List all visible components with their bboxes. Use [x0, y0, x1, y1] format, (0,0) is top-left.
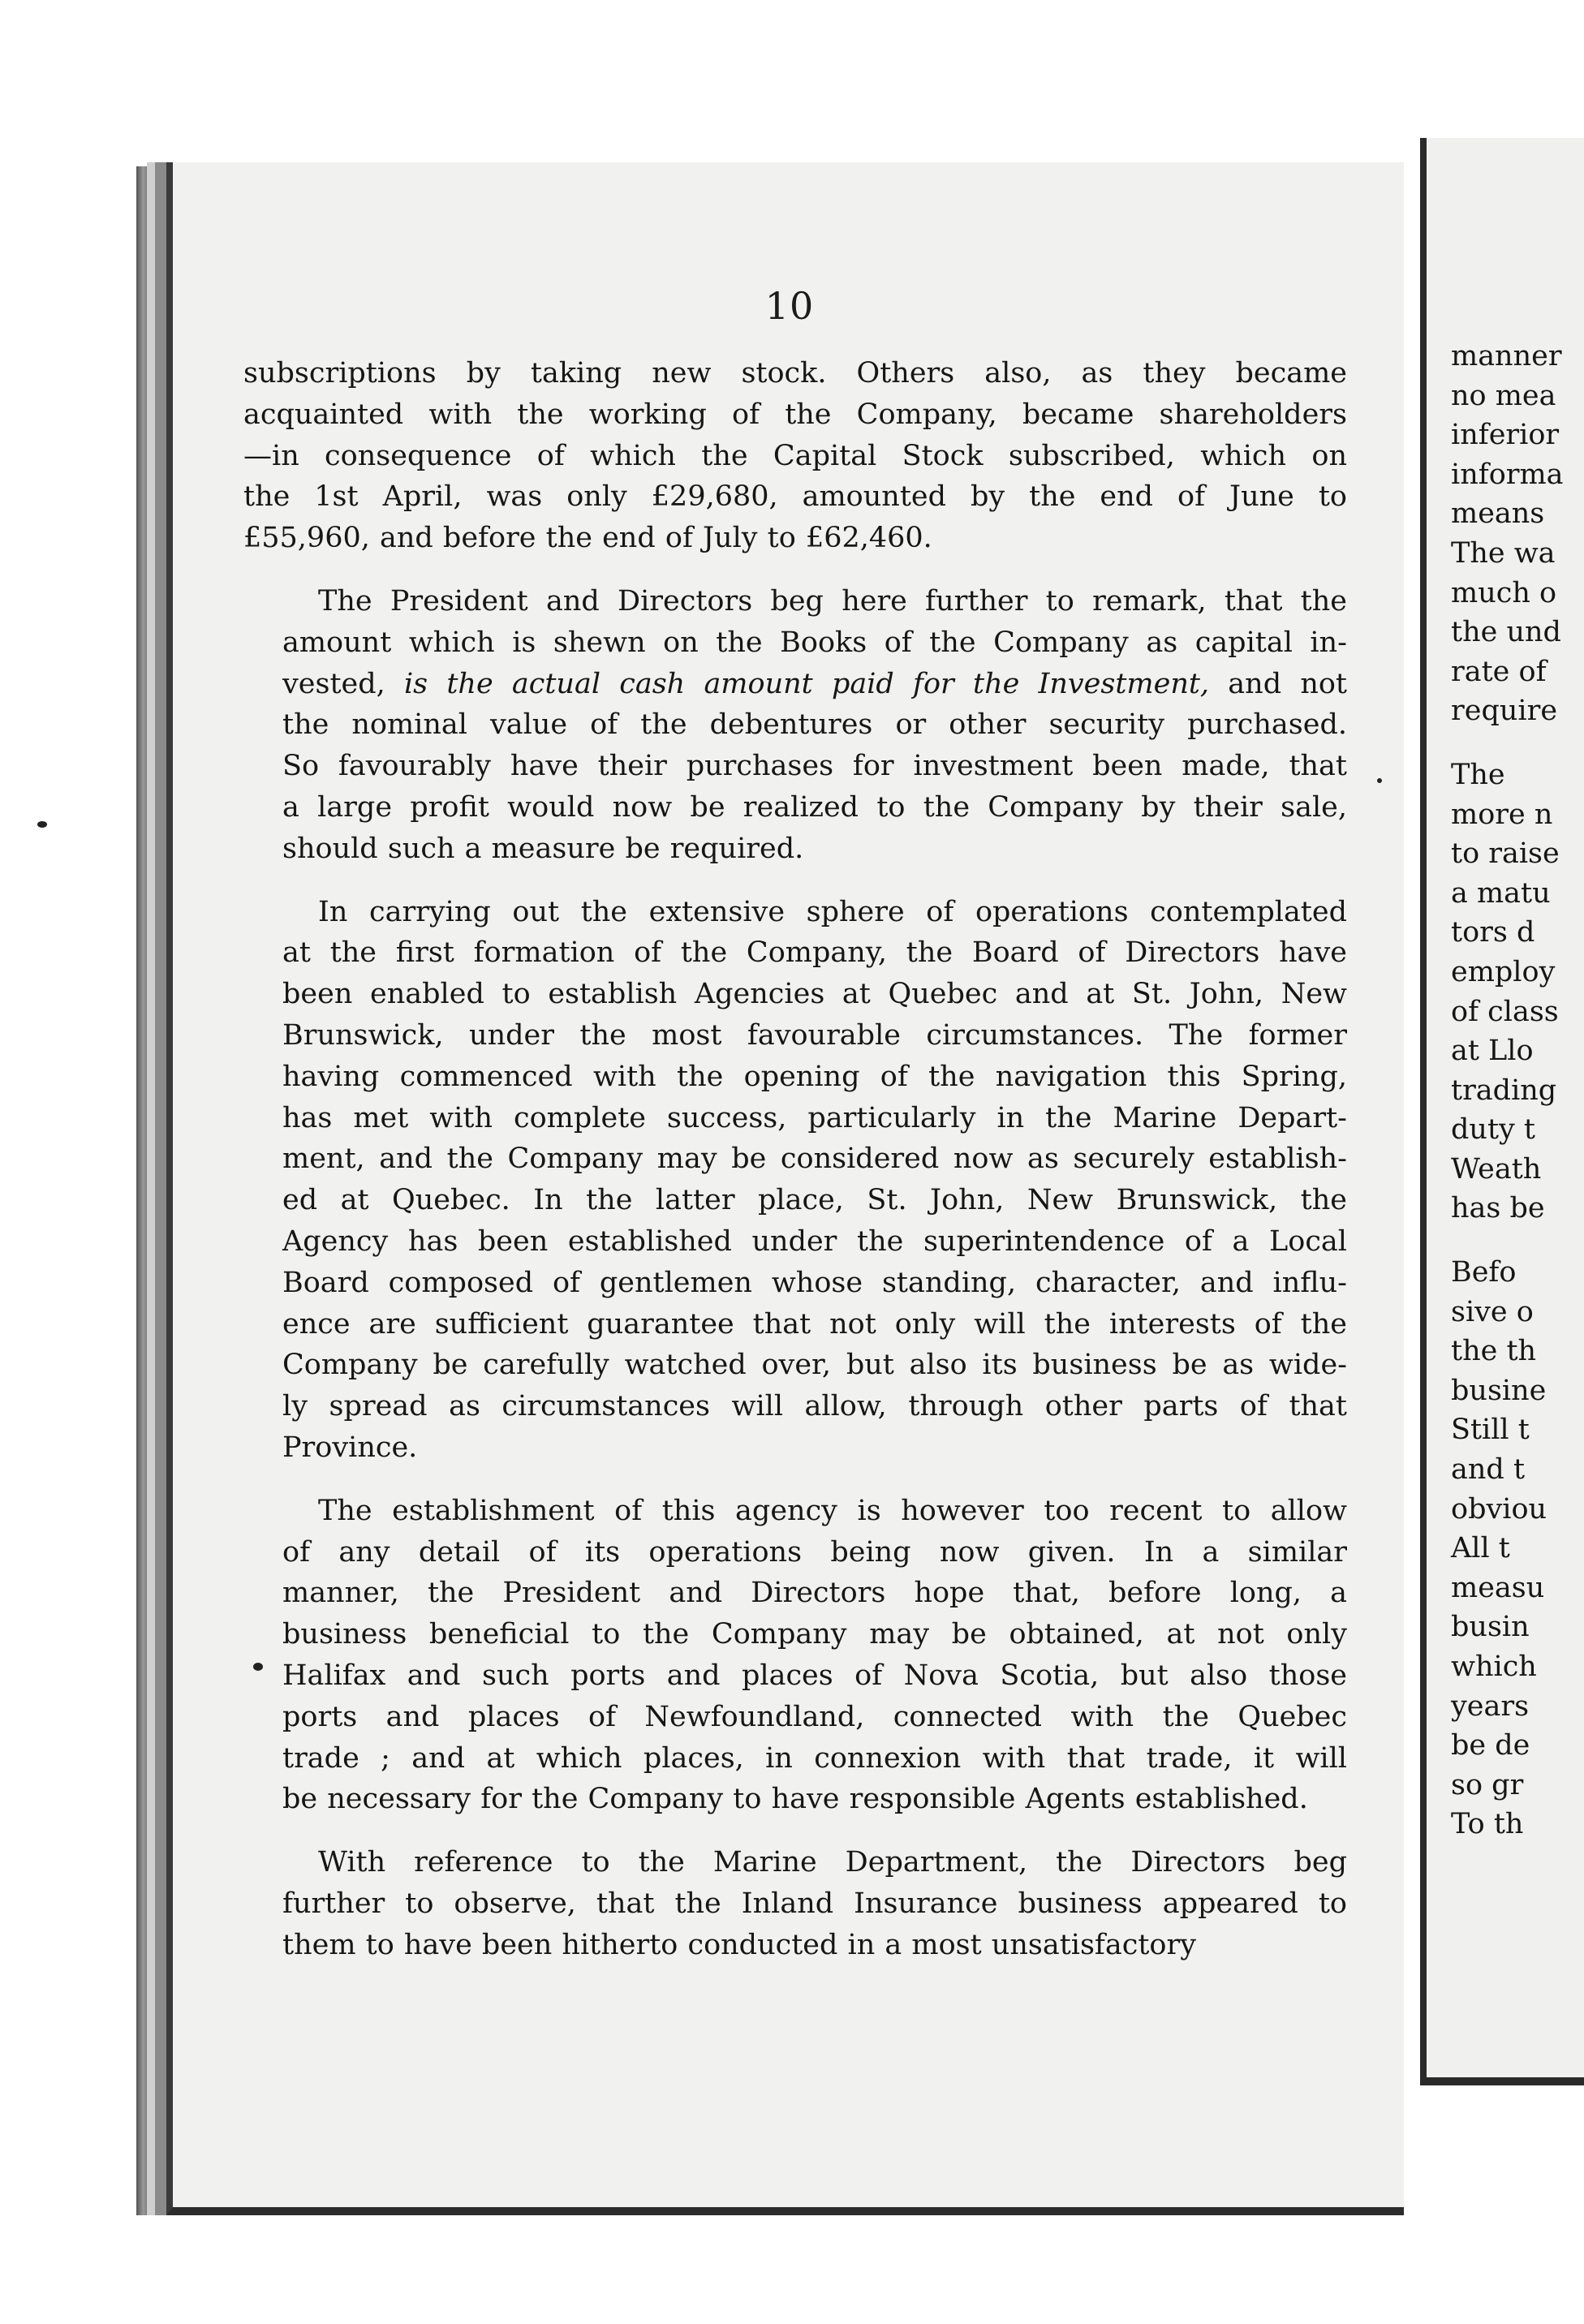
text-line: be necessary for the Company to have responsible Agents established. — [282, 1783, 1308, 1816]
right-text-line: informa — [1451, 458, 1564, 491]
page-number: 10 — [764, 284, 815, 328]
right-text-line: more n — [1451, 798, 1553, 831]
paragraph — [243, 581, 1347, 870]
right-text-line: much o — [1451, 576, 1557, 609]
right-text-line: the und — [1451, 616, 1561, 649]
right-text-line: duty t — [1451, 1113, 1535, 1147]
right-text-line: at Llo — [1451, 1035, 1534, 1068]
right-text-line: to raise — [1451, 837, 1560, 871]
paragraph — [243, 1842, 1347, 1965]
text-line: further to observe, that the Inland Insurance business appeared to — [282, 1887, 1347, 1920]
text-line: having commenced with the opening of the navigation this Spring, — [282, 1060, 1347, 1093]
right-text-line: All t — [1451, 1532, 1510, 1565]
right-text-line: which — [1451, 1650, 1537, 1683]
right-page-fragment — [1420, 138, 1584, 2085]
right-text-line: the th — [1451, 1335, 1537, 1368]
left-page-body — [243, 353, 1347, 1987]
right-text-line: measu — [1451, 1571, 1545, 1604]
text-line: manner, the President and Directors hope that, before long, a — [282, 1577, 1347, 1610]
text-line: should such a measure be required. — [282, 832, 804, 865]
right-text-line: obviou — [1451, 1492, 1547, 1526]
paragraph-gap — [1451, 731, 1584, 755]
paragraph-gap — [1451, 1229, 1584, 1253]
right-text-line: Still t — [1451, 1414, 1530, 1447]
text-line: Board composed of gentlemen whose standing, character, and influ- — [282, 1266, 1347, 1299]
paragraph — [243, 892, 1347, 1469]
right-text-line: trading — [1451, 1074, 1557, 1107]
right-text-line: rate of — [1451, 655, 1547, 688]
right-text-line: inferior — [1451, 419, 1560, 452]
right-text-line: Befo — [1451, 1256, 1517, 1289]
right-text-line: years — [1451, 1689, 1530, 1723]
scan-speck — [253, 1663, 263, 1671]
scan-speck — [37, 821, 47, 828]
text-line: Company be carefully watched over, but also its business be as wide- — [282, 1349, 1347, 1382]
text-line: Halifax and such ports and places of Nova Scotia, but also those — [282, 1659, 1347, 1692]
text-line: has met with complete success, particularly in the Marine Depart- — [282, 1101, 1347, 1134]
text-line: Province. — [282, 1431, 418, 1464]
text-line: trade ; and at which places, in connexion with that trade, it will — [282, 1741, 1347, 1775]
right-text-line: manner — [1451, 340, 1562, 372]
text-line: ed at Quebec. In the latter place, St. John, New Brunswick, the — [282, 1184, 1347, 1217]
right-text-line: means — [1451, 497, 1545, 531]
text-line: ment, and the Company may be considered now as securely establish- — [282, 1143, 1347, 1176]
scan-speck — [1377, 778, 1382, 783]
text-line: them to have been hitherto conducted in a most unsatisfactory — [282, 1928, 1196, 1961]
text-line: business beneficial to the Company may be obtained, at not only — [282, 1618, 1347, 1651]
right-text-line: The wa — [1451, 536, 1556, 570]
right-text-line: To th — [1451, 1808, 1524, 1841]
text-fragment: and not — [1209, 667, 1347, 700]
text-line: subscriptions by taking new stock. Others also, as they became — [243, 357, 1347, 389]
right-text-line: employ — [1451, 955, 1556, 988]
text-line: £55,960, and before the end of July to £62,460. — [243, 522, 932, 555]
right-text-line: a matu — [1451, 876, 1551, 910]
paragraph — [243, 353, 1347, 559]
text-line: a large profit would now be realized to the Company by their sale, — [282, 790, 1347, 824]
right-text-line: sive o — [1451, 1295, 1534, 1328]
right-text-line: busin — [1451, 1611, 1530, 1644]
text-line: acquainted with the working of the Company, became shareholders — [243, 398, 1347, 431]
right-text-line: be de — [1451, 1729, 1530, 1762]
text-fragment: vested, — [282, 667, 404, 700]
text-line: the 1st April, was only £29,680, amounted by the end of June to — [243, 480, 1347, 514]
text-line: ence are sufficient guarantee that not only will the interests of the — [282, 1307, 1347, 1341]
paragraph — [243, 1491, 1347, 1820]
right-text-line: tors d — [1451, 916, 1535, 949]
right-text-line: of class — [1451, 995, 1559, 1028]
text-line: amount which is shewn on the Books of the Company as capital in- — [282, 626, 1347, 659]
right-text-line: so gr — [1451, 1768, 1524, 1801]
book-spine-edge — [136, 166, 154, 2215]
right-page-text — [1451, 337, 1584, 1844]
italic-emphasis: is the actual cash amount paid for the Investment, — [403, 667, 1210, 700]
text-line: Brunswick, under the most favourable circumstances. The former — [282, 1018, 1347, 1052]
right-text-line: Weath — [1451, 1152, 1542, 1186]
text-line: The President and Directors beg here further to remark, that the — [318, 584, 1347, 618]
text-line: The establishment of this agency is however too recent to allow — [318, 1494, 1347, 1527]
text-line — [243, 664, 1347, 705]
right-text-line: busine — [1451, 1374, 1547, 1407]
right-text-line: has be — [1451, 1192, 1545, 1225]
right-text-line: no mea — [1451, 379, 1556, 412]
text-line: ly spread as circumstances will allow, through other parts of that — [282, 1390, 1347, 1423]
right-text-line: and t — [1451, 1453, 1526, 1487]
text-line: ports and places of Newfoundland, connected with the Quebec — [282, 1700, 1347, 1733]
text-line: of any detail of its operations being now given. In a similar — [282, 1535, 1347, 1569]
text-line: at the first formation of the Company, the Board of Directors have — [282, 936, 1347, 970]
text-line: In carrying out the extensive sphere of operations contemplated — [318, 895, 1347, 928]
text-line: With reference to the Marine Department, the Directors beg — [318, 1846, 1347, 1879]
text-line: the nominal value of the debentures or other security purchased. — [282, 708, 1347, 742]
right-text-line: The — [1451, 758, 1505, 791]
text-line: So favourably have their purchases for investment been made, that — [282, 750, 1347, 783]
right-text-line: require — [1451, 695, 1558, 728]
text-line: been enabled to establish Agencies at Quebec and at St. John, New — [282, 978, 1347, 1011]
text-line: Agency has been established under the superintendence of a Local — [282, 1224, 1347, 1258]
text-line: —in consequence of which the Capital Stock subscribed, which on — [243, 439, 1347, 472]
